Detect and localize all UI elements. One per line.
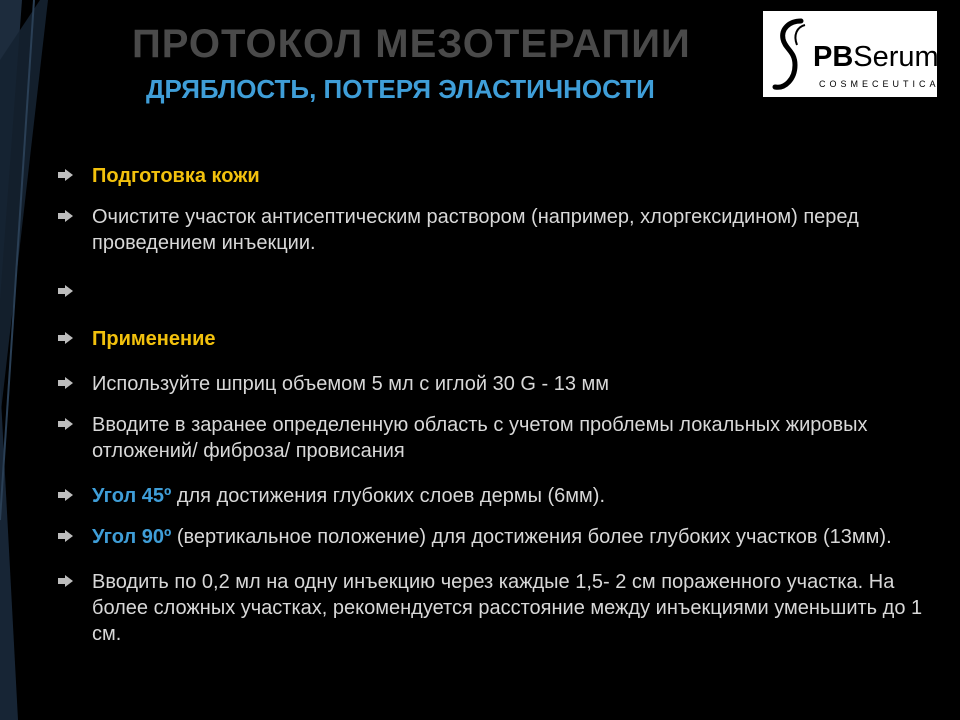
arrow-bullet-icon	[58, 169, 74, 181]
angle-label: Угол 90º	[92, 526, 172, 548]
arrow-bullet-icon	[58, 332, 74, 344]
list-item	[58, 204, 938, 256]
item-text: для достижения глубоких слоев дермы (6мм).	[171, 485, 606, 507]
list-item	[58, 569, 938, 647]
logo-wordmark: PBSerum	[813, 41, 939, 73]
item-text: Используйте шприц объемом 5 мл с иглой 30 G - 13 мм	[92, 373, 610, 395]
arrow-bullet-icon	[58, 530, 74, 542]
list-item	[58, 163, 938, 189]
page-title: ПРОТОКОЛ МЕЗОТЕРАПИИ	[132, 22, 691, 66]
arrow-bullet-icon	[58, 489, 74, 501]
arrow-bullet-icon	[58, 418, 74, 430]
section-heading: Подготовка кожи	[92, 165, 260, 187]
arrow-bullet-icon	[58, 210, 74, 222]
angle-label: Угол 45º	[92, 485, 172, 507]
item-text: (вертикальное положение) для достижения более глубоких участков (13мм).	[171, 526, 892, 548]
list-item	[58, 371, 938, 397]
list-item	[58, 524, 938, 550]
bullet-list	[58, 163, 938, 647]
page-subtitle: ДРЯБЛОСТЬ, ПОТЕРЯ ЭЛАСТИЧНОСТИ	[146, 74, 655, 104]
list-item	[58, 279, 938, 305]
section-heading: Применение	[92, 328, 216, 350]
list-item	[58, 483, 938, 509]
list-item	[58, 412, 938, 464]
arrow-bullet-icon	[58, 285, 74, 297]
brand-logo	[763, 11, 959, 97]
arrow-bullet-icon	[58, 575, 74, 587]
arrow-bullet-icon	[58, 377, 74, 389]
decorative-stripes	[0, 0, 60, 720]
list-item	[58, 326, 938, 352]
item-text: Очистите участок антисептическим раствором (например, хлоргексидином) перед проведением инъекции.	[92, 206, 859, 254]
item-text: Вводить по 0,2 мл на одну инъекцию через каждые 1,5- 2 см пораженного участка. На более сложных участках, рекомендуется расстояние между инъекциями уменьшить до 1 см.	[92, 571, 923, 645]
brand-mark-icon	[771, 15, 815, 93]
logo-tagline: COSMECEUTICALS	[819, 79, 959, 89]
item-text: Вводите в заранее определенную область с учетом проблемы локальных жировых отложений/ фиброза/ провисания	[92, 414, 868, 462]
